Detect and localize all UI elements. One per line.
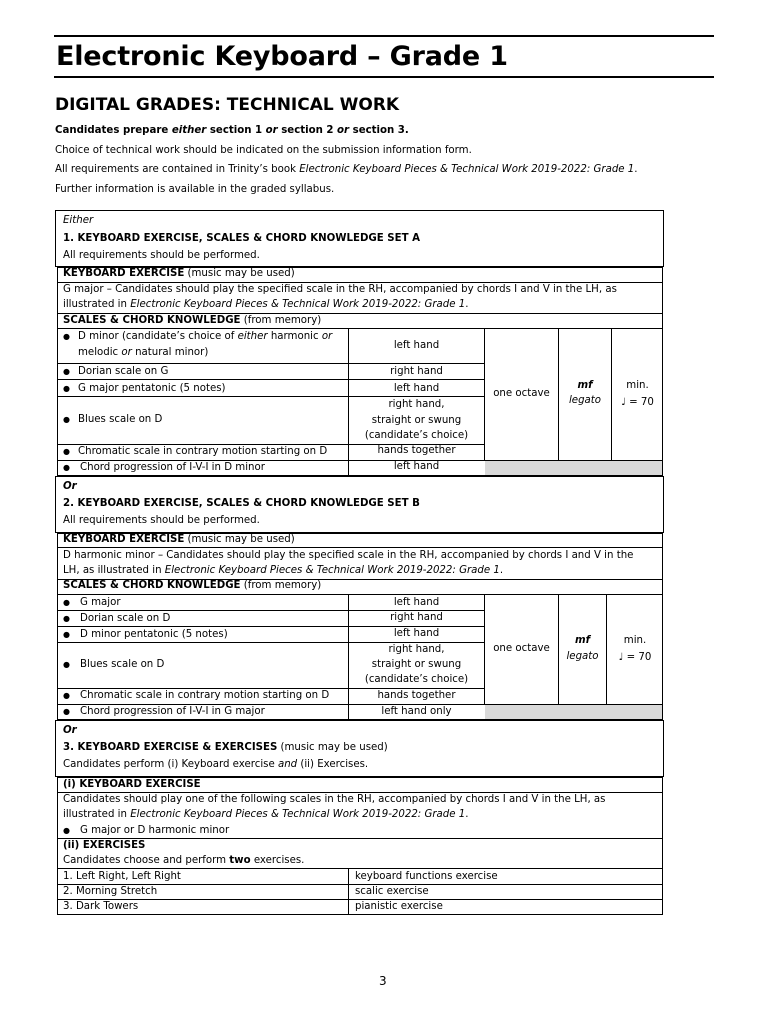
bullet-icon: ● [63,447,70,456]
set-a-row-4-item: Blues scale on D [78,414,163,425]
set-a-row-6-item: Chord progression of I-V-I in D minor [80,462,265,473]
set-a-grey-cell [485,461,662,475]
title-rule [54,76,714,78]
set-b-row-6-hand: left hand only [381,706,452,717]
set-a-row-2-hand: right hand [390,366,443,377]
exercise-1-type: keyboard functions exercise [355,871,498,882]
set-a-ke-desc-2: illustrated in Electronic Keyboard Pieces & Technical Work 2019-2022: Grade 1. [63,299,469,310]
set-a-row-6-hand: left hand [393,461,440,472]
bullet-icon: ● [63,332,70,341]
set-a-ke-desc-1: G major – Candidates should play the specified scale in the RH, accompanied by chords I and V in the LH, as [63,284,617,295]
set-a-either: Either [63,215,94,226]
section-heading: DIGITAL GRADES: TECHNICAL WORK [55,95,400,115]
set-c-ke-option: G major or D harmonic minor [80,825,230,836]
bullet-icon: ● [63,598,70,607]
set-a-row-2-item: Dorian scale on G [78,366,169,377]
set-c-ke-desc-1: Candidates should play one of the following scales in the RH, accompanied by chords I and V in the LH, as [63,794,606,805]
set-a-row-4-hand-3: (candidate’s choice) [364,430,469,441]
set-b-row-6-item: Chord progression of I-V-I in G major [80,706,265,717]
bullet-icon: ● [63,614,70,623]
set-b-range: one octave [493,643,550,654]
intro-line-3: All requirements are contained in Trinity’s book Electronic Keyboard Pieces & Technical Work 2019-2022: Grade 1. [55,164,638,175]
set-a-ke-heading: KEYBOARD EXERCISE (music may be used) [63,268,295,279]
exercise-3-name: 3. Dark Towers [63,901,139,912]
bullet-icon: ● [63,660,70,669]
set-b-row-4-hand-3: (candidate’s choice) [364,674,469,685]
bullet-icon: ● [63,826,70,835]
set-a-sck-heading: SCALES & CHORD KNOWLEDGE (from memory) [63,315,322,326]
bullet-icon: ● [63,463,70,472]
bullet-icon: ● [63,630,70,639]
set-b-tempo-label: min. [623,635,647,646]
set-b-row-3-item: D minor pentatonic (5 notes) [80,629,228,640]
set-b-ke-heading: KEYBOARD EXERCISE (music may be used) [63,534,295,545]
exercise-1-name: 1. Left Right, Left Right [63,871,181,882]
set-c-title: 3. KEYBOARD EXERCISE & EXERCISES (music may be used) [63,742,388,753]
bullet-icon: ● [63,367,70,376]
set-b-row-4-hand-2: straight or swung [371,659,462,670]
set-b-ke-desc-2: LH, as illustrated in Electronic Keyboard Pieces & Technical Work 2019-2022: Grade 1. [63,565,504,576]
set-b-title: 2. KEYBOARD EXERCISE, SCALES & CHORD KNOWLEDGE SET B [63,498,420,509]
set-b-row-1-item: G major [80,597,121,608]
set-a-title: 1. KEYBOARD EXERCISE, SCALES & CHORD KNOWLEDGE SET A [63,233,420,244]
page-title: Electronic Keyboard – Grade 1 [56,41,508,72]
exercise-2-name: 2. Morning Stretch [63,886,158,897]
set-a-tempo-value: ♩ = 70 [621,397,654,408]
set-b-sck-heading: SCALES & CHORD KNOWLEDGE (from memory) [63,580,322,591]
set-b-ke-desc-1: D harmonic minor – Candidates should play the specified scale in the RH, accompanied by chords I and V in the [63,550,634,561]
set-b-row-3-hand: left hand [393,628,440,639]
page-number: 3 [379,974,387,988]
set-c-ex-heading: (ii) EXERCISES [63,840,146,851]
set-a-articulation: legato [568,395,602,406]
set-a-dynamic: mf [577,380,593,391]
set-b-or: Or [63,481,77,492]
set-b-row-5-item: Chromatic scale in contrary motion starting on D [80,690,330,701]
set-a-requirements: All requirements should be performed. [63,250,260,261]
set-b-row-4-hand-1: right hand, [388,644,445,655]
bullet-icon: ● [63,707,70,716]
set-a-row-5-hand: hands together [377,445,456,456]
rule [348,868,349,915]
set-b-requirements: All requirements should be performed. [63,515,260,526]
set-b-tempo-value: ♩ = 70 [618,652,652,663]
set-b-row-5-hand: hands together [377,690,456,701]
set-b-row-1-hand: left hand [393,597,440,608]
intro-line-1: Candidates prepare either section 1 or section 2 or section 3. [55,125,409,136]
set-c-ex-desc: Candidates choose and perform two exercises. [63,855,305,866]
bullet-icon: ● [63,384,70,393]
top-rule [54,35,714,37]
set-a-range: one octave [493,388,550,399]
set-b-articulation: legato [566,651,599,662]
set-b-dynamic: mf [574,635,591,646]
set-a-tempo-label: min. [626,380,649,391]
bullet-icon: ● [63,691,70,700]
set-a-row-1-hand: left hand [393,340,440,351]
set-c-perform: Candidates perform (i) Keyboard exercise and (ii) Exercises. [63,759,369,770]
set-c-ke-heading: (i) KEYBOARD EXERCISE [63,779,201,790]
set-c-or: Or [63,725,77,736]
intro-line-2: Choice of technical work should be indicated on the submission information form. [55,145,472,156]
set-a-row-3-hand: left hand [393,383,440,394]
set-c-ke-desc-2: illustrated in Electronic Keyboard Pieces & Technical Work 2019-2022: Grade 1. [63,809,469,820]
set-a-row-1-item-line-2: melodic or natural minor) [78,347,209,358]
set-b-row-2-hand: right hand [390,612,443,623]
exercise-3-type: pianistic exercise [355,901,443,912]
set-b-row-4-item: Blues scale on D [80,659,165,670]
set-a-row-4-hand-2: straight or swung [371,415,462,426]
set-a-row-4-hand-1: right hand, [388,399,445,410]
intro-line-4: Further information is available in the graded syllabus. [55,184,335,195]
set-a-row-1-item: D minor (candidate’s choice of either harmonic or [78,331,333,342]
rule [606,594,607,704]
set-a-row-3-item: G major pentatonic (5 notes) [78,383,226,394]
set-a-row-5-item: Chromatic scale in contrary motion starting on D [78,446,328,457]
exercise-2-type: scalic exercise [355,886,429,897]
bullet-icon: ● [63,415,70,424]
set-b-row-2-item: Dorian scale on D [80,613,171,624]
set-b-grey-cell [485,705,662,719]
